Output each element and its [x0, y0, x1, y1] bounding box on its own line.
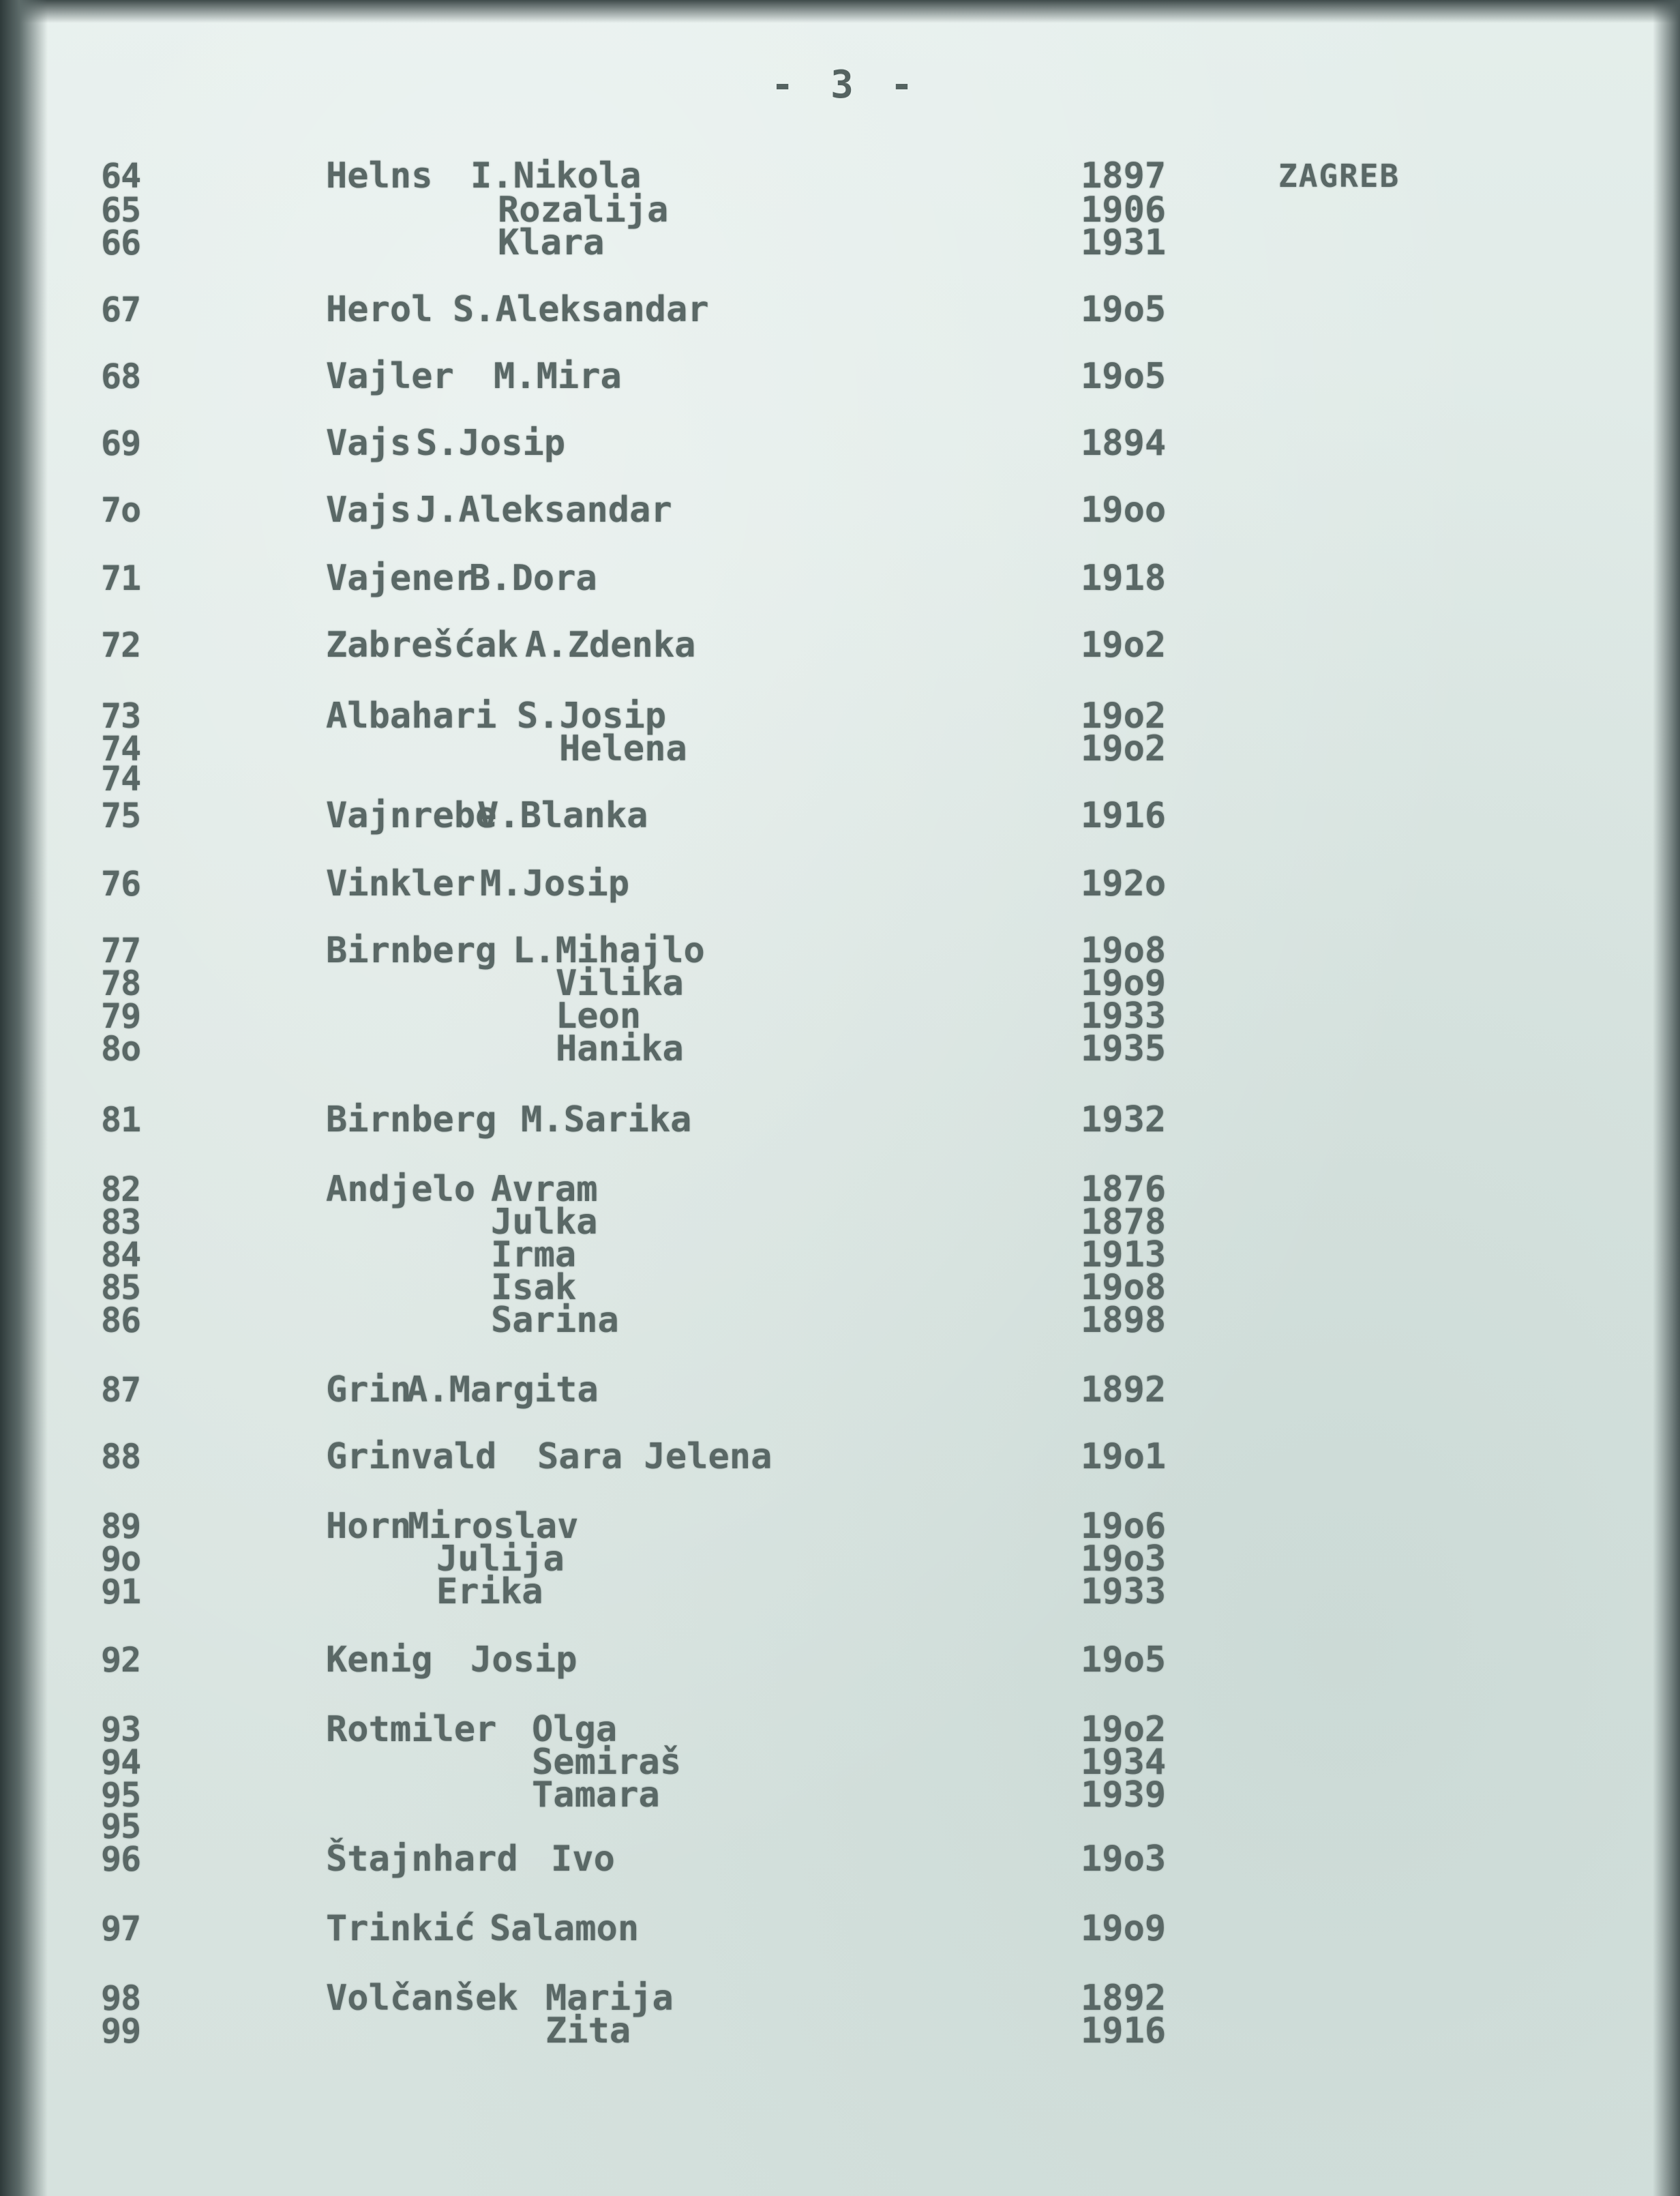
entry-birth-year: 192o: [1081, 863, 1167, 904]
entry-birth-year: 1931: [1081, 222, 1167, 263]
page-number: - 3 -: [770, 63, 920, 107]
entry-birth-year: 19o6: [1081, 1506, 1167, 1547]
entry-birth-year: 1897: [1081, 155, 1167, 196]
entry-surname: Grin: [326, 1369, 412, 1410]
page-edge-top: [0, 0, 1680, 23]
entry-given-name: S.Josip: [416, 423, 566, 464]
entry-number: 74: [101, 759, 141, 799]
entry-number: 69: [101, 424, 141, 463]
entry-given-name: L.Mihajlo: [513, 930, 705, 971]
entry-given-name: Avram: [491, 1169, 598, 1210]
entry-number: 75: [101, 796, 141, 835]
entry-given-name: Marija: [545, 1978, 674, 2019]
entry-birth-year: 1935: [1081, 1028, 1167, 1069]
entry-surname: Albahari: [326, 696, 497, 737]
entry-birth-year: 19o2: [1081, 625, 1167, 666]
entry-surname: Vajler: [326, 356, 454, 397]
entry-birth-year: 1878: [1081, 1202, 1167, 1243]
entry-given-name: I.Nikola: [470, 155, 642, 196]
entry-surname: Vajnrebe: [326, 795, 497, 836]
entry-given-name: A.Margita: [406, 1369, 599, 1410]
entry-number: 67: [101, 290, 141, 329]
entry-given-name: Sara Jelena: [537, 1436, 772, 1477]
entry-number: 96: [101, 1839, 141, 1879]
entry-surname: Herol: [326, 289, 433, 330]
entry-given-name: Isak: [491, 1267, 577, 1308]
entry-given-name: A.Zdenka: [525, 625, 696, 666]
entry-number: 87: [101, 1370, 141, 1410]
entry-number: 82: [101, 1170, 141, 1209]
entry-given-name: S.Josip: [517, 696, 667, 737]
entry-number: 98: [101, 1978, 141, 2018]
entry-birth-year: 1894: [1081, 423, 1167, 464]
entry-birth-year: 1934: [1081, 1742, 1167, 1783]
entry-birth-year: 19o9: [1081, 1908, 1167, 1949]
entry-given-name: Semiraš: [532, 1742, 682, 1783]
entry-given-name: Helena: [559, 728, 687, 769]
entry-given-name: B.Dora: [469, 558, 597, 599]
entry-birth-year: 1933: [1081, 996, 1167, 1037]
entry-birth-year: 19o2: [1081, 1709, 1167, 1750]
entry-surname: Zabrešćak: [326, 625, 518, 666]
entry-birth-year: 1892: [1081, 1978, 1167, 2019]
entry-birth-year: 1916: [1081, 2010, 1167, 2051]
entry-birth-year: 19o9: [1081, 963, 1167, 1004]
entry-number: 93: [101, 1710, 141, 1749]
entry-given-name: M.Josip: [480, 863, 630, 904]
entry-number: 86: [101, 1301, 141, 1340]
entry-number: 91: [101, 1572, 141, 1612]
entry-surname: Horn: [326, 1506, 412, 1547]
entry-surname: Helns: [326, 155, 433, 196]
entry-number: 72: [101, 625, 141, 665]
entry-surname: Vajs: [326, 423, 412, 464]
entry-given-name: V.Blanka: [477, 795, 648, 836]
entry-number: 77: [101, 931, 141, 970]
entry-given-name: M.Mira: [494, 356, 622, 397]
entry-number: 89: [101, 1507, 141, 1546]
entry-birth-year: 19o1: [1081, 1436, 1167, 1477]
entry-birth-year: 1876: [1081, 1169, 1167, 1210]
entry-surname: Vajs: [326, 490, 412, 531]
entry-birth-year: 19oo: [1081, 490, 1167, 531]
entry-number: 95: [101, 1775, 141, 1815]
entry-number: 95: [101, 1807, 141, 1846]
entry-birth-year: 1916: [1081, 795, 1167, 836]
entry-surname: Kenig: [326, 1639, 433, 1680]
entry-number: 78: [101, 964, 141, 1003]
entry-birth-year: 1933: [1081, 1571, 1167, 1612]
entry-given-name: Tamara: [532, 1775, 660, 1815]
entry-birth-year: 1898: [1081, 1300, 1167, 1341]
entry-given-name: Rozalija: [498, 190, 669, 231]
entry-given-name: Julka: [491, 1202, 598, 1243]
entry-number: 99: [101, 2011, 141, 2051]
entry-surname: Trinkić: [326, 1908, 476, 1949]
entry-given-name: Salamon: [490, 1908, 640, 1949]
entry-birth-year: 19o5: [1081, 1639, 1167, 1680]
entry-number: 71: [101, 559, 141, 598]
entry-surname: Vinkler: [326, 863, 476, 904]
entry-given-name: Vilika: [556, 963, 684, 1004]
entry-birth-year: 19o2: [1081, 696, 1167, 737]
entry-given-name: Klara: [498, 222, 605, 263]
entry-number: 7o: [101, 490, 141, 530]
entry-surname: Birnberg: [326, 1099, 497, 1140]
entry-birth-year: 19o5: [1081, 356, 1167, 397]
entry-number: 9o: [101, 1539, 141, 1579]
entry-number: 79: [101, 996, 141, 1036]
entry-given-name: Irma: [491, 1234, 577, 1275]
entry-number: 88: [101, 1437, 141, 1477]
entry-surname: Vajener: [326, 558, 476, 599]
entry-surname: Štajnhard: [326, 1839, 518, 1880]
entry-given-name: Miroslav: [408, 1506, 579, 1547]
entry-number: 97: [101, 1909, 141, 1948]
entry-birth-year: 19o8: [1081, 930, 1167, 971]
page-edge-left: [0, 0, 48, 2196]
entry-given-name: S.Aleksandar: [453, 289, 709, 330]
entry-birth-year: 1913: [1081, 1234, 1167, 1275]
entry-number: 64: [101, 156, 141, 196]
entry-birth-year: 19o3: [1081, 1839, 1167, 1880]
entry-number: 84: [101, 1235, 141, 1275]
entry-given-name: Julija: [436, 1539, 565, 1579]
page-edge-right: [1653, 0, 1680, 2196]
entry-surname: Birnberg: [326, 930, 497, 971]
entry-birth-year: 19o8: [1081, 1267, 1167, 1308]
entry-given-name: Ivo: [551, 1839, 615, 1880]
entry-given-name: Leon: [556, 996, 642, 1037]
entry-surname: Grinvald: [326, 1436, 497, 1477]
entry-given-name: J.Aleksandar: [416, 490, 672, 531]
entry-number: 83: [101, 1202, 141, 1242]
entry-surname: Rotmiler: [326, 1709, 497, 1750]
entry-birth-year: 1918: [1081, 558, 1167, 599]
entry-number: 92: [101, 1640, 141, 1680]
entry-number: 73: [101, 696, 141, 736]
entry-number: 66: [101, 223, 141, 263]
entry-given-name: Zita: [545, 2010, 631, 2051]
entry-given-name: Josip: [470, 1639, 578, 1680]
entry-birth-year: 1892: [1081, 1369, 1167, 1410]
entry-surname: Volčanšek: [326, 1978, 518, 2019]
entry-number: 81: [101, 1100, 141, 1140]
entry-given-name: M.Sarika: [521, 1099, 692, 1140]
entry-birth-year: 1932: [1081, 1099, 1167, 1140]
entry-birth-year: 19o5: [1081, 289, 1167, 330]
entry-number: 68: [101, 357, 141, 396]
entry-number: 74: [101, 729, 141, 769]
entry-number: 85: [101, 1268, 141, 1307]
entry-birth-year: 19o2: [1081, 728, 1167, 769]
entry-surname: Andjelo: [326, 1169, 476, 1210]
entry-number: 8o: [101, 1029, 141, 1069]
entry-birth-year: 19o3: [1081, 1539, 1167, 1579]
entry-given-name: Hanika: [556, 1028, 684, 1069]
entry-number: 65: [101, 190, 141, 230]
entry-given-name: Olga: [532, 1709, 618, 1750]
entry-birth-year: 1939: [1081, 1775, 1167, 1815]
entry-given-name: Sarina: [491, 1300, 619, 1341]
entry-number: 76: [101, 864, 141, 904]
entry-number: 94: [101, 1742, 141, 1782]
entry-birth-year: 1906: [1081, 190, 1167, 231]
entry-given-name: Erika: [436, 1571, 543, 1612]
entry-place: ZAGREB: [1278, 158, 1400, 194]
